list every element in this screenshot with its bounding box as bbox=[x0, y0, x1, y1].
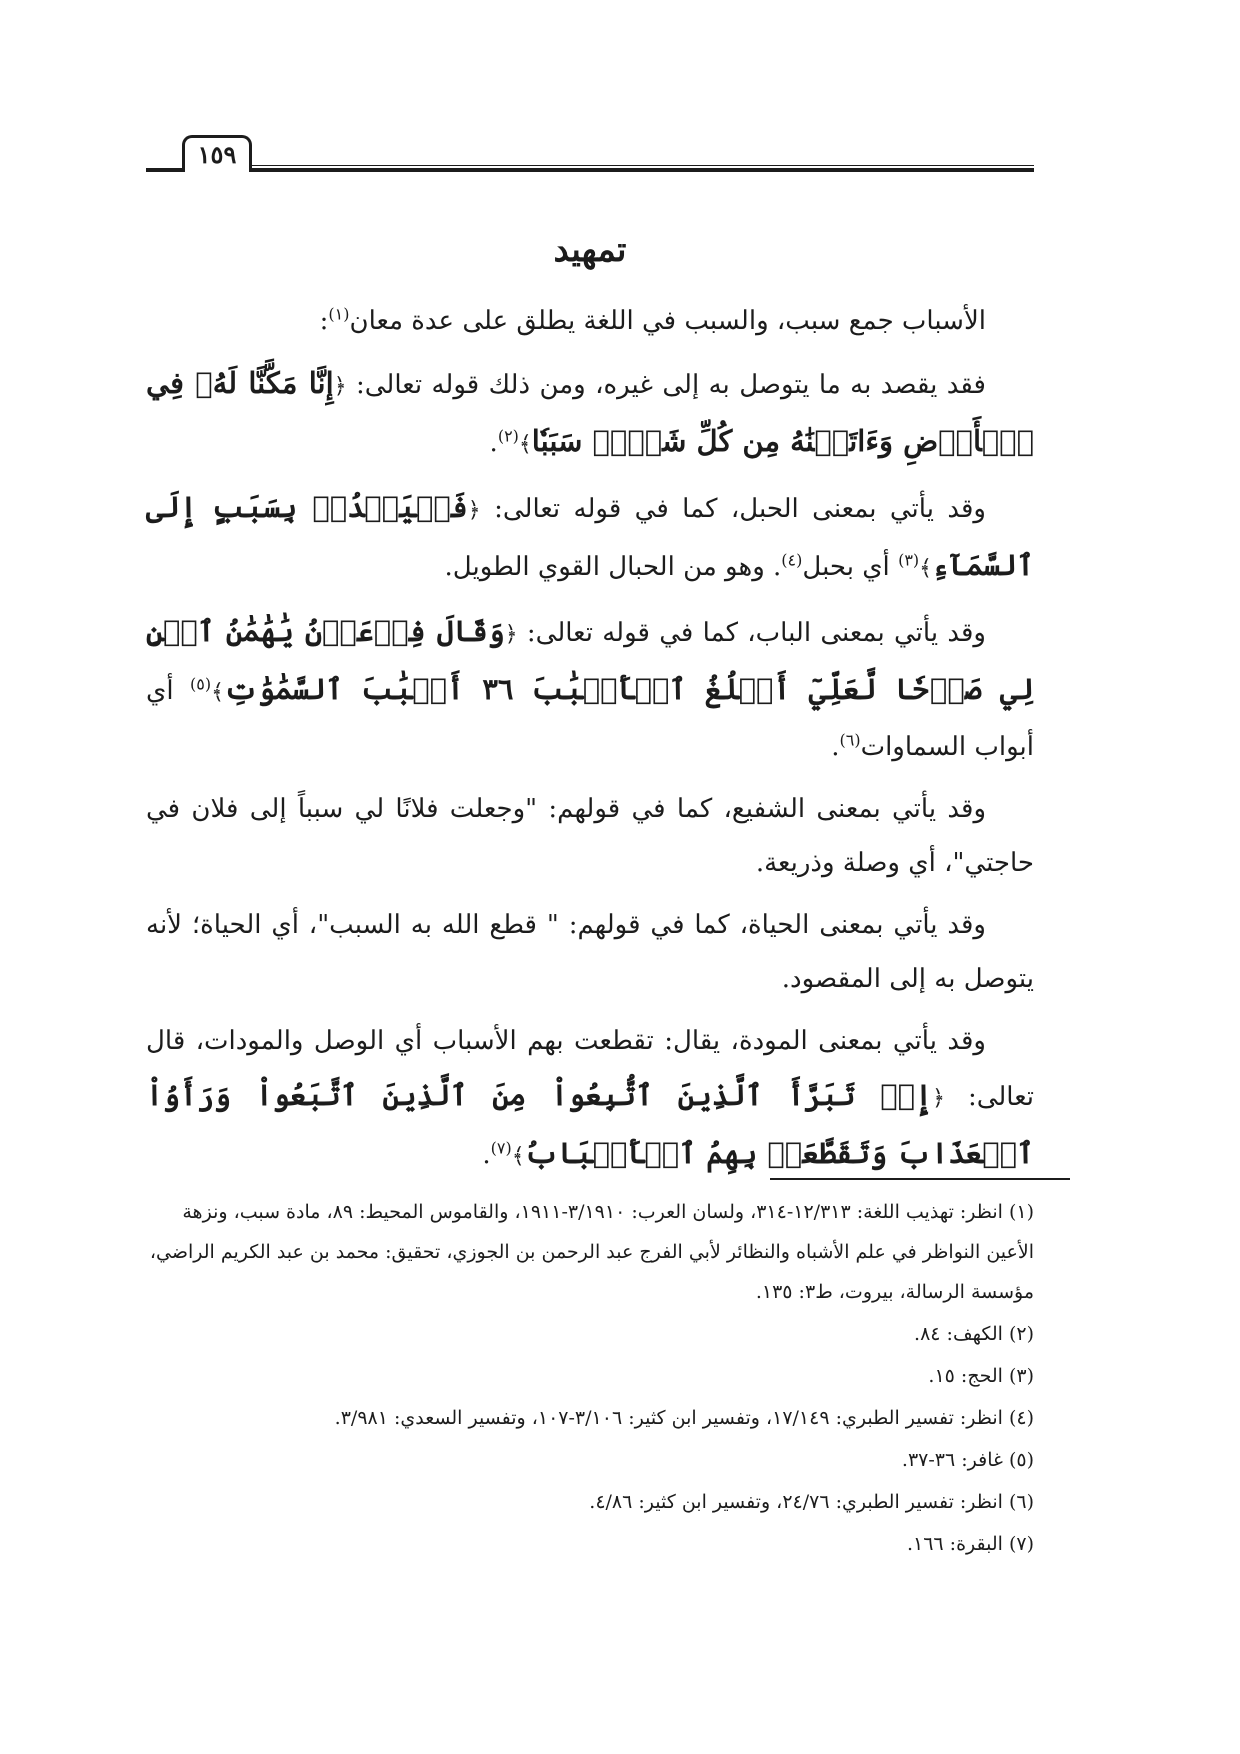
main-content bbox=[146, 218, 1034, 1192]
ornate-bracket-close: ﴾ bbox=[211, 680, 225, 705]
ornate-bracket-close: ﴾ bbox=[919, 556, 933, 581]
footnote-ref[interactable]: (٦) bbox=[839, 730, 861, 750]
ornate-bracket-close: ﴾ bbox=[518, 432, 532, 457]
footnote-ref[interactable]: (١) bbox=[328, 304, 350, 324]
footnote-ref[interactable]: (٧) bbox=[490, 1138, 512, 1158]
paragraph-text: . bbox=[831, 732, 840, 762]
footnote-ref[interactable]: (٢) bbox=[497, 426, 519, 446]
page-number: ١٥٩ bbox=[182, 135, 252, 172]
ornate-bracket-open: ﴿ bbox=[504, 622, 518, 647]
paragraph-2 bbox=[146, 356, 1034, 472]
paragraph-text: أي أبواب السماوات bbox=[146, 676, 1034, 762]
quran-verse: وَقَالَ فِرۡعَوۡنُ يَٰهَٰمَٰنُ ٱبۡنِ لِي صَرۡحٗا لَّعَلِّيٓ أَبۡلُغُ ٱلۡأَسۡبَٰبَ ٣٦ أَسۡبَٰبَ ٱلسَّمَٰوَٰتِ bbox=[146, 614, 1034, 706]
paragraph-text: الأسباب جمع سبب، والسبب في اللغة يطلق على عدة معان bbox=[349, 306, 986, 336]
paragraph-text: وقد يأتي بمعنى المودة، يقال: تقطعت بهم الأسباب أي الوصل والمودات، قال تعالى: bbox=[146, 1026, 1034, 1112]
paragraph-text: فقد يقصد به ما يتوصل به إلى غيره، ومن ذلك قوله تعالى: bbox=[346, 370, 986, 400]
paragraph-text: أي بحبل bbox=[802, 552, 899, 582]
footnote-item bbox=[146, 1314, 1034, 1354]
ornate-bracket-open: ﴿ bbox=[932, 1086, 945, 1111]
footnote-text: غافر: ٣٦-٣٧. bbox=[901, 1449, 1003, 1471]
paragraph-text: وقد يأتي بمعنى الحياة، كما في قولهم: " قطع الله به السبب"، أي الحياة؛ لأنه يتوصل به إلى المقصود. bbox=[146, 910, 1034, 994]
paragraph-text: . bbox=[489, 428, 498, 458]
footnote-number: (٤) bbox=[1008, 1407, 1034, 1429]
footnote-ref[interactable]: (٣) bbox=[898, 550, 920, 570]
footnote-item bbox=[146, 1192, 1034, 1312]
paragraph-5 bbox=[146, 782, 1034, 890]
paragraph-text: : bbox=[319, 306, 329, 336]
footnote-ref[interactable]: (٤) bbox=[781, 550, 803, 570]
footnote-text: البقرة: ١٦٦. bbox=[906, 1533, 1003, 1555]
paragraph-7 bbox=[146, 1014, 1034, 1184]
paragraph-text: . وهو من الحبال القوي الطويل. bbox=[444, 552, 782, 582]
footnote-number: (١) bbox=[1008, 1201, 1034, 1223]
header-thin-rule bbox=[246, 165, 1034, 166]
paragraph-text: وقد يأتي بمعنى الشفيع، كما في قولهم: "وجعلت فلانًا لي سبباً إلى فلان في حاجتي"، أي وصلة وذريعة. bbox=[146, 794, 1034, 878]
paragraph-text: وقد يأتي بمعنى الحبل، كما في قوله تعالى: bbox=[480, 494, 986, 524]
footnote-number: (٢) bbox=[1008, 1323, 1034, 1345]
footnote-text: الحج: ١٥. bbox=[928, 1365, 1003, 1387]
paragraph-3 bbox=[146, 480, 1034, 596]
page-title: تمهيد bbox=[553, 230, 627, 270]
ornate-bracket-close: ﴾ bbox=[511, 1144, 525, 1169]
footnote-number: (٧) bbox=[1008, 1533, 1034, 1555]
header-rule bbox=[146, 168, 1034, 172]
quran-verse: فَلۡيَمۡدُدۡ بِسَبَبٍ إِلَى ٱلسَّمَآءِ bbox=[146, 490, 1034, 582]
paragraph-text: وقد يأتي بمعنى الباب، كما في قوله تعالى: bbox=[517, 618, 986, 648]
footnote-item bbox=[146, 1482, 1034, 1522]
footnote-number: (٣) bbox=[1008, 1365, 1034, 1387]
paragraph-4 bbox=[146, 604, 1034, 774]
quran-verse: إِنَّا مَكَّنَّا لَهُۥ فِي ٱلۡأَرۡضِ وَءَاتَيۡنَٰهُ مِن كُلِّ شَيۡءٖ سَبَبٗا bbox=[146, 366, 1034, 458]
paragraph-6 bbox=[146, 898, 1034, 1006]
paragraph-text: . bbox=[482, 1140, 491, 1170]
ornate-bracket-open: ﴿ bbox=[467, 498, 481, 523]
quran-verse: إِذۡ تَبَرَّأَ ٱلَّذِينَ ٱتُّبِعُواْ مِنَ ٱلَّذِينَ ٱتَّبَعُواْ وَرَأَوُاْ ٱلۡعَذَابَ وَتَقَطَّعَتۡ بِهِمُ ٱلۡأَسۡبَابُ bbox=[146, 1078, 1034, 1170]
page-header bbox=[146, 132, 1034, 172]
footnote-item bbox=[146, 1440, 1034, 1480]
footnote-number: (٦) bbox=[1008, 1491, 1034, 1513]
footnote-separator bbox=[770, 1178, 1070, 1180]
footnotes bbox=[146, 1192, 1034, 1566]
footnote-number: (٥) bbox=[1008, 1449, 1034, 1471]
footnote-item bbox=[146, 1398, 1034, 1438]
footnote-ref[interactable]: (٥) bbox=[190, 674, 212, 694]
footnote-text: انظر: تفسير الطبري: ٢٤/٧٦، وتفسير ابن كثير: ٤/٨٦. bbox=[589, 1491, 1003, 1513]
ornate-bracket-open: ﴿ bbox=[333, 374, 347, 399]
paragraph-1 bbox=[146, 294, 1034, 348]
footnote-text: الكهف: ٨٤. bbox=[914, 1323, 1003, 1345]
footnote-text: انظر: تهذيب اللغة: ١٢/٣١٣-٣١٤، ولسان العرب: ٣/١٩١٠-١٩١١، والقاموس المحيط: ٨٩، مادة سبب، ونزهة الأعين النواظر في علم الأشباه والنظائر لأبي الفرج عبد الرحمن بن الجوزي، تحقيق: محمد بن عبد الكريم الراضي، مؤسسة الرسالة، بيروت، ط٣: ١٣٥. bbox=[149, 1201, 1034, 1303]
footnote-item bbox=[146, 1356, 1034, 1396]
footnote-item bbox=[146, 1524, 1034, 1564]
footnote-text: انظر: تفسير الطبري: ١٧/١٤٩، وتفسير ابن كثير: ٣/١٠٦-١٠٧، وتفسير السعدي: ٣/٩٨١. bbox=[334, 1407, 1003, 1429]
